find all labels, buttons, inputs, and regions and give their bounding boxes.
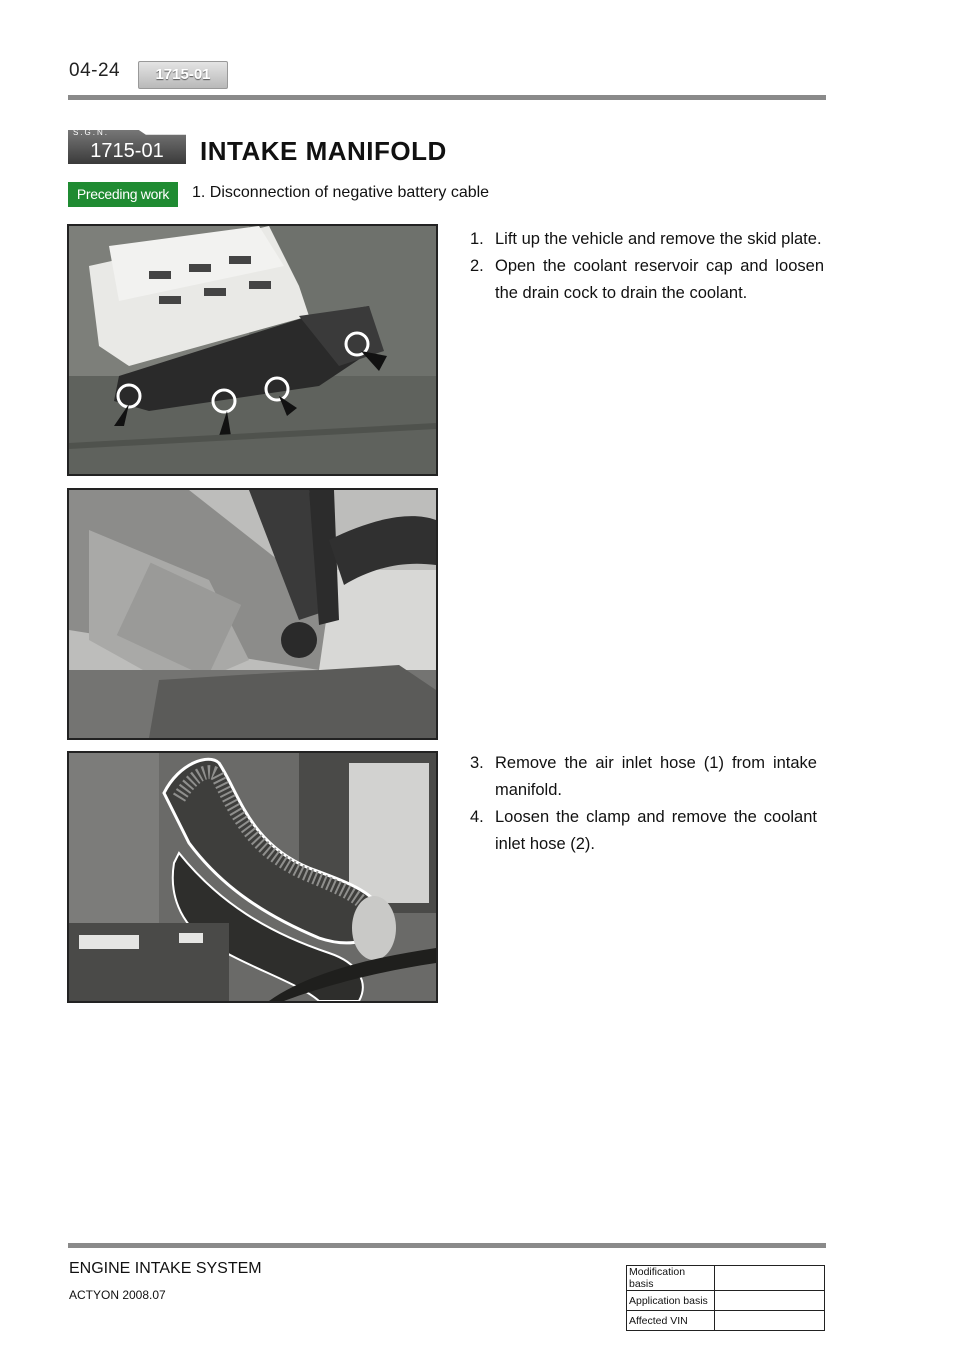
step-item [470,226,824,253]
header-code-badge: 1715-01 [138,61,228,89]
basis-label: Modification basis [627,1266,715,1291]
basis-value [715,1291,825,1311]
preceding-work-badge: Preceding work [68,182,178,207]
step-number: 4. [470,808,484,826]
page-title: INTAKE MANIFOLD [200,136,447,166]
step-item [470,804,817,858]
basis-label: Application basis [627,1291,715,1311]
coolant-drain-photo [67,488,438,740]
basis-label: Affected VIN [627,1311,715,1331]
basis-value [715,1266,825,1291]
skid-plate-photo [67,224,438,476]
footer-title: ENGINE INTAKE SYSTEM [69,1260,262,1277]
footer-rule [68,1243,826,1248]
basis-value [715,1311,825,1331]
step-text: Lift up the vehicle and remove the skid plate. [495,230,822,248]
section-code: 1715-01 [90,140,164,162]
step-number: 2. [470,257,484,275]
step-text: Open the coolant reservoir cap and loosen the drain cock to drain the coolant. [495,257,824,302]
table-row [627,1291,825,1311]
steps-group-1 [470,226,824,307]
basis-table [626,1265,825,1331]
table-row [627,1311,825,1331]
header-rule [68,95,826,100]
step-item [470,750,817,804]
air-inlet-hose-photo [67,751,438,1003]
page-number: 04-24 [69,60,121,81]
step-text: Remove the air inlet hose (1) from intake manifold. [495,754,817,799]
step-text: Loosen the clamp and remove the coolant inlet hose (2). [495,808,817,853]
preceding-work-text: 1. Disconnection of negative battery cable [192,184,490,201]
step-number: 3. [470,754,484,772]
steps-group-2 [470,750,817,858]
table-row [627,1266,825,1291]
step-item [470,253,824,307]
step-number: 1. [470,230,484,248]
footer-subtitle: ACTYON 2008.07 [69,1288,166,1302]
sgn-label: S.G.N. [73,128,110,137]
